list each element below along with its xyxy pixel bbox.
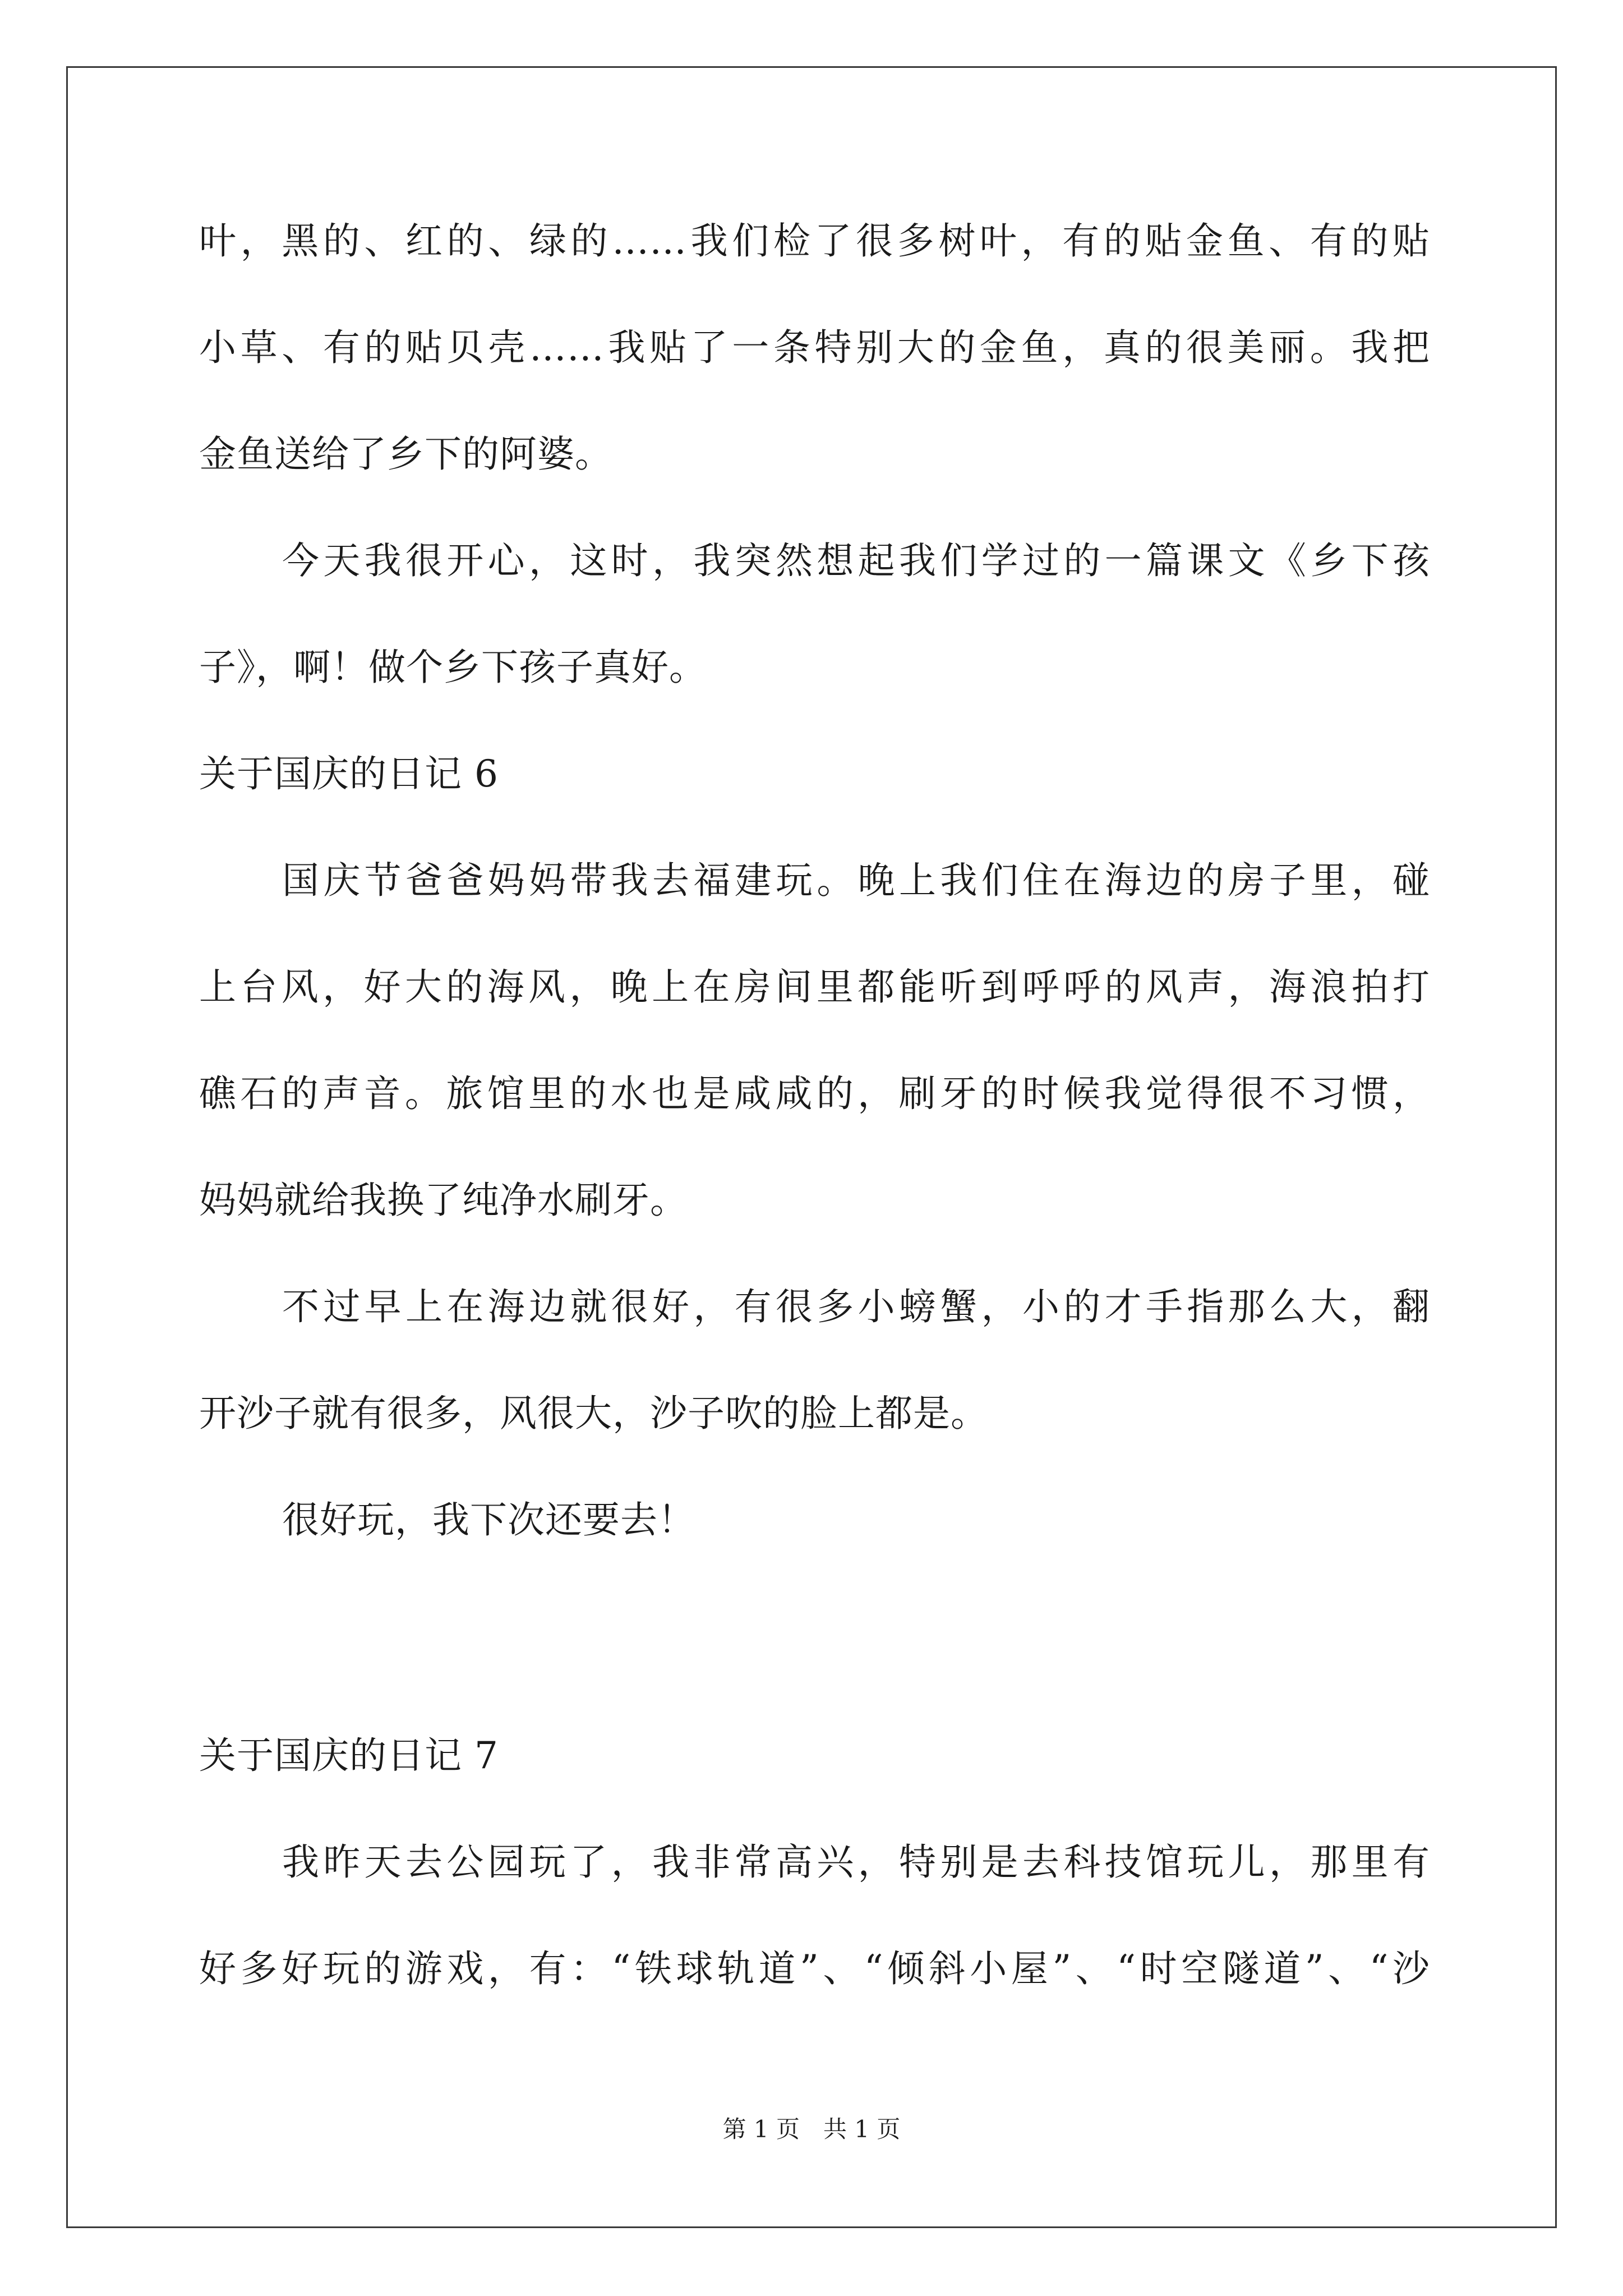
- page-number: 第 1 页 共 1 页: [722, 2115, 901, 2143]
- page-border: [66, 66, 1557, 2228]
- paragraph-line: 很好玩，我下次还要去！: [282, 1498, 695, 1542]
- paragraph-line: 妈妈就给我换了纯净水刷牙。: [199, 1179, 688, 1222]
- paragraph-line: 上台风，好大的海风，晚上在房间里都能听到呼呼的风声，海浪拍打: [199, 965, 1430, 1009]
- paragraph-line: 小草、有的贴贝壳……我贴了一条特别大的金鱼，真的很美丽。我把: [199, 326, 1430, 369]
- section-heading: 关于国庆的日记 7: [199, 1734, 499, 1777]
- paragraph-line: 我昨天去公园玩了，我非常高兴，特别是去科技馆玩儿，那里有: [282, 1841, 1430, 1884]
- paragraph-line: 叶，黑的、红的、绿的……我们检了很多树叶，有的贴金鱼、有的贴: [199, 219, 1430, 263]
- paragraph-line: 好多好玩的游戏，有：“铁球轨道”、“倾斜小屋”、“时空隧道”、“沙: [199, 1947, 1430, 1990]
- paragraph-line: 今天我很开心，这时，我突然想起我们学过的一篇课文《乡下孩: [282, 539, 1430, 582]
- section-heading: 关于国庆的日记 6: [199, 752, 499, 795]
- paragraph-line: 子》，啊！做个乡下孩子真好。: [199, 646, 707, 689]
- paragraph-line: 不过早上在海边就很好，有很多小螃蟹，小的才手指那么大，翻: [282, 1285, 1430, 1328]
- paragraph-line: 国庆节爸爸妈妈带我去福建玩。晚上我们住在海边的房子里，碰: [282, 859, 1430, 902]
- paragraph-line: 金鱼送给了乡下的阿婆。: [199, 432, 612, 476]
- paragraph-line: 开沙子就有很多，风很大，沙子吹的脸上都是。: [199, 1392, 988, 1435]
- paragraph-line: 礁石的声音。旅馆里的水也是咸咸的，刷牙的时候我觉得很不习惯，: [199, 1072, 1430, 1115]
